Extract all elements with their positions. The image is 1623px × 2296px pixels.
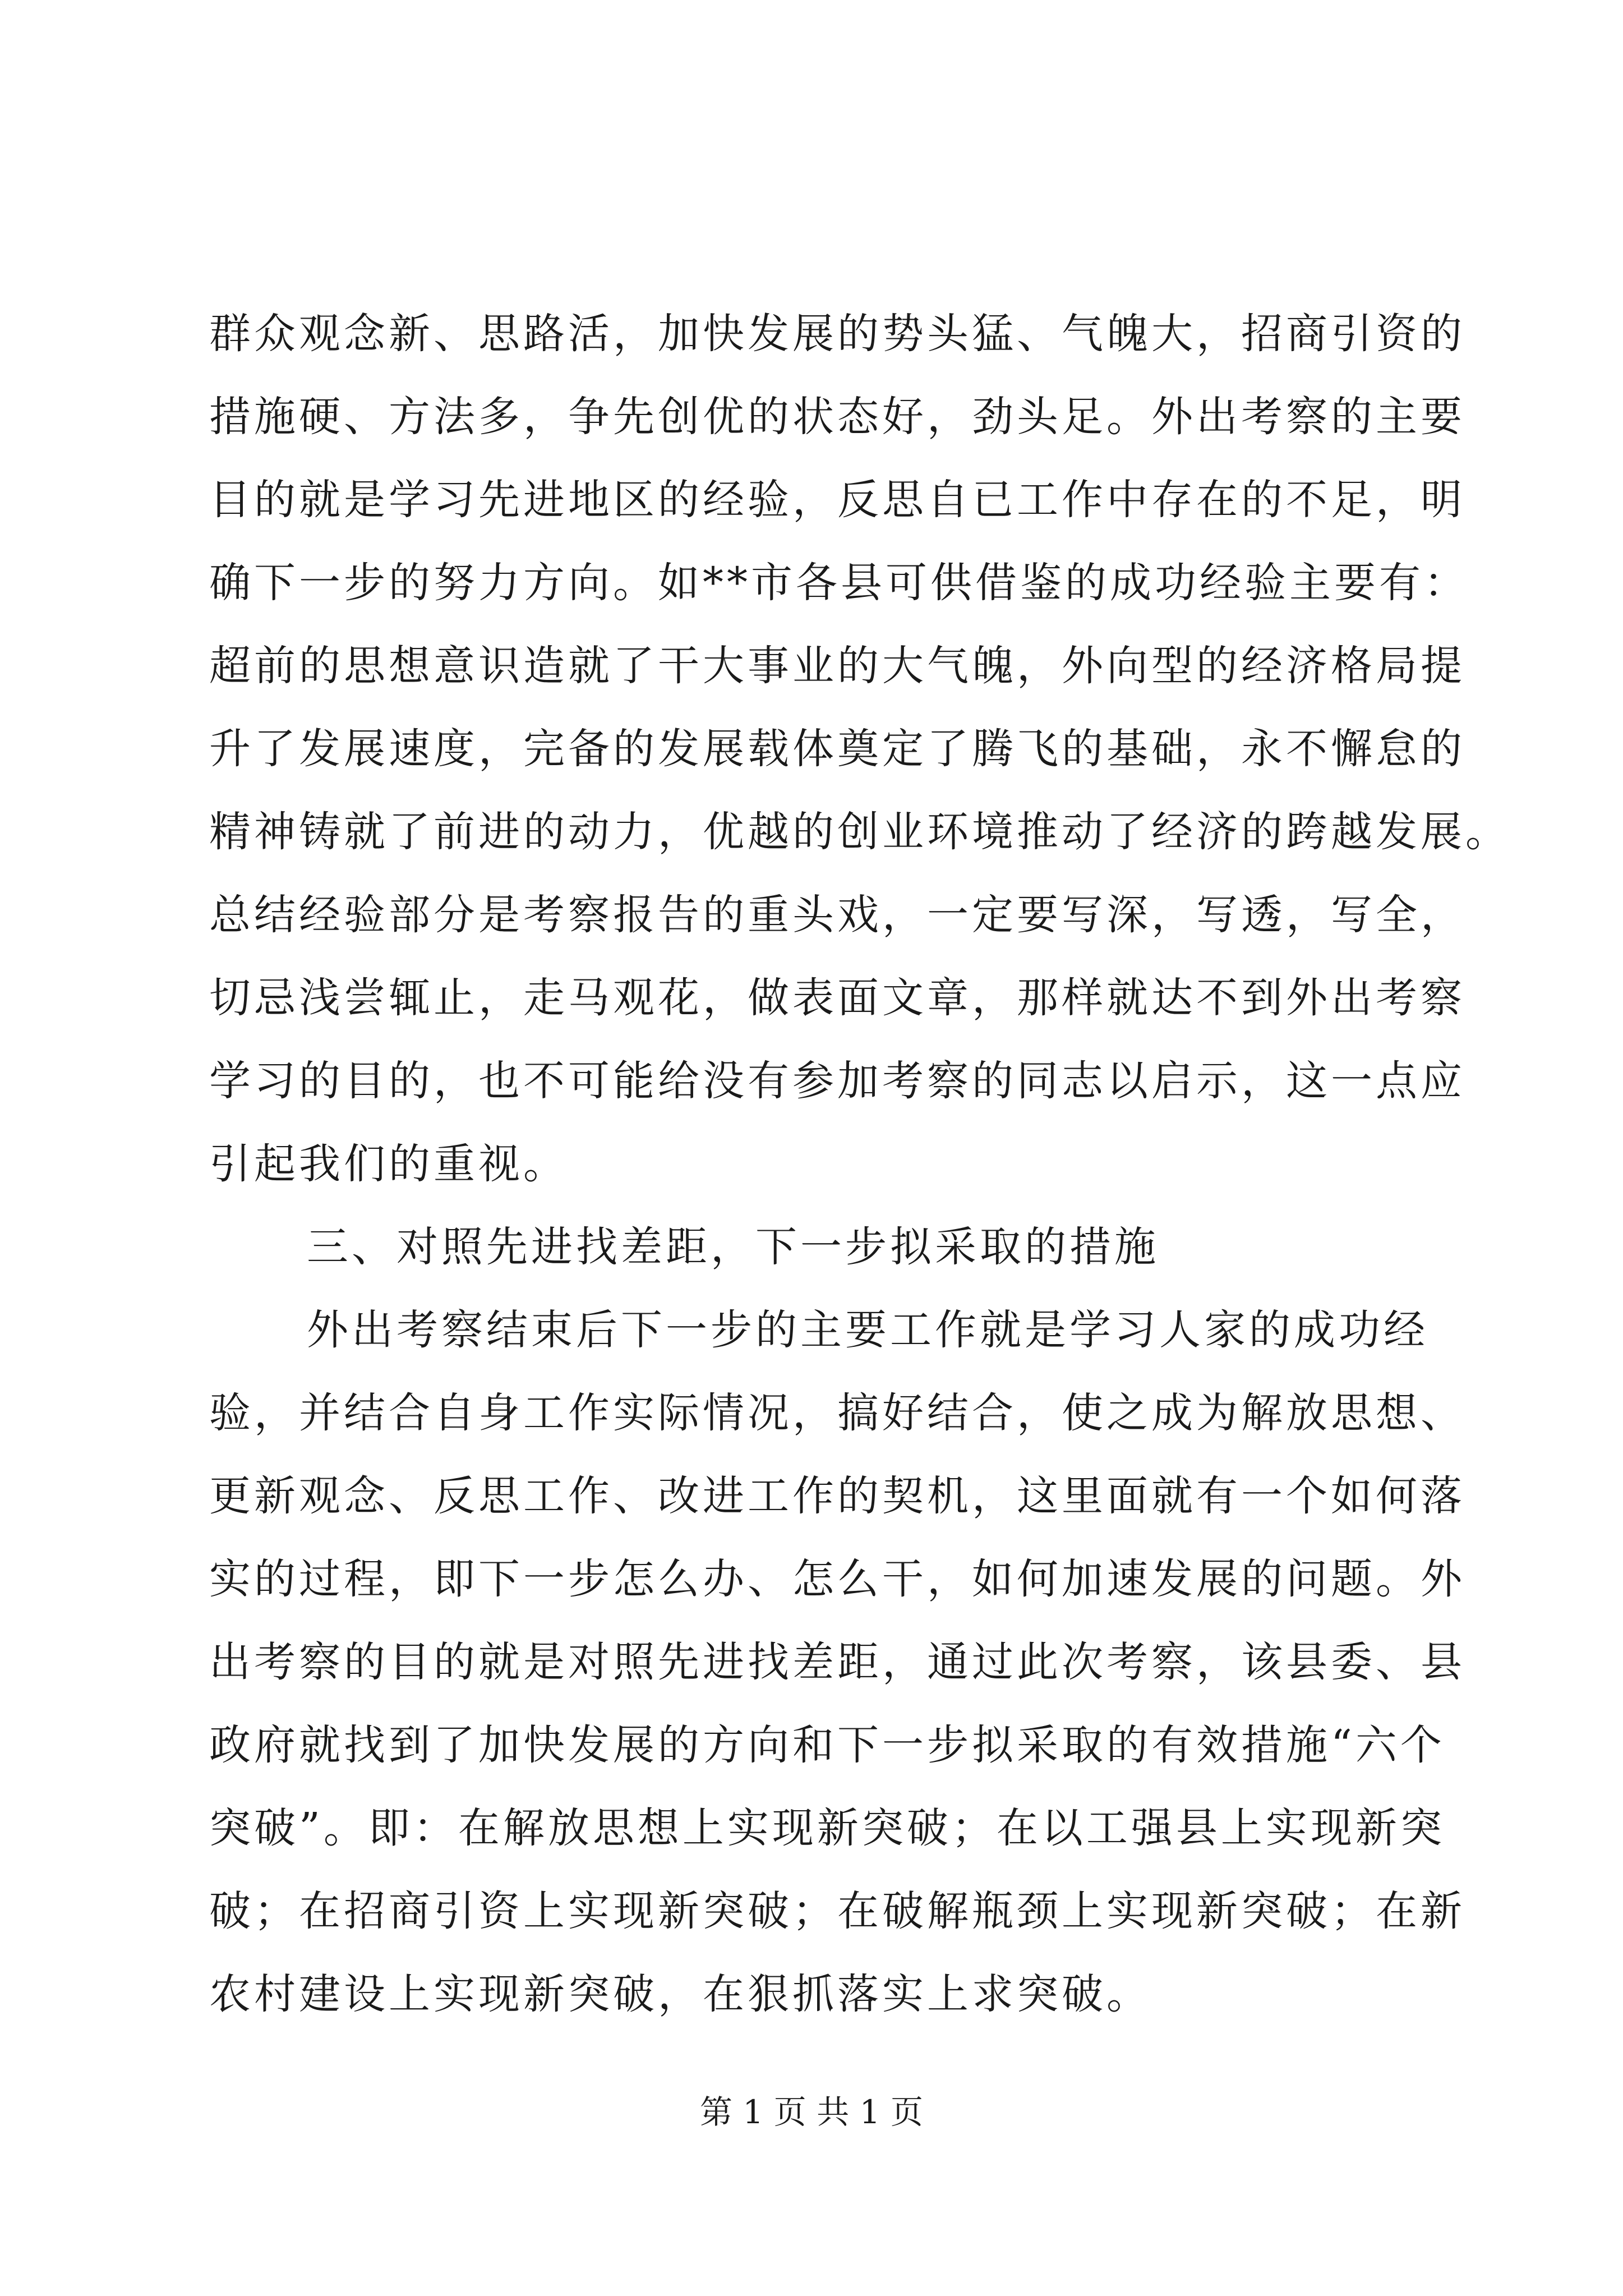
body-line-2: 措施硬、方法多，争先创优的状态好，劲头足。外出考察的主要: [209, 393, 1465, 441]
body-line-6: 升了发展速度，完备的发展载体奠定了腾飞的基础，永不懈怠的: [209, 725, 1465, 773]
body-line-10: 学习的目的，也不可能给没有参加考察的同志以启示，这一点应: [209, 1057, 1465, 1105]
body-line-21: 农村建设上实现新突破，在狠抓落实上求突破。: [209, 1970, 1151, 2018]
body-line-11: 引起我们的重视。: [209, 1140, 568, 1188]
body-line-7: 精神铸就了前进的动力，优越的创业环境推动了经济的跨越发展。: [209, 808, 1510, 856]
body-line-15: 更新观念、反思工作、改进工作的契机，这里面就有一个如何落: [209, 1472, 1465, 1520]
body-line-19: 突破”。即：在解放思想上实现新突破；在以工强县上实现新突: [209, 1804, 1445, 1852]
body-line-14: 验，并结合自身工作实际情况，搞好结合，使之成为解放思想、: [209, 1389, 1465, 1437]
body-line-3: 目的就是学习先进地区的经验，反思自已工作中存在的不足，明: [209, 476, 1465, 524]
body-line-5: 超前的思想意识造就了干大事业的大气魄，外向型的经济格局提: [209, 642, 1465, 690]
body-line-16: 实的过程，即下一步怎么办、怎么干，如何加速发展的问题。外: [209, 1555, 1465, 1603]
body-line-1: 群众观念新、思路活，加快发展的势头猛、气魄大，招商引资的: [209, 310, 1465, 358]
body-line-13: 外出考察结束后下一步的主要工作就是学习人家的成功经: [307, 1306, 1428, 1354]
body-line-4: 确下一步的努力方向。如**市各县可供借鉴的成功经验主要有：: [209, 559, 1469, 607]
body-line-9: 切忌浅尝辄止，走马观花，做表面文章，那样就达不到外出考察: [209, 974, 1465, 1022]
page-number-footer: 第 1 页 共 1 页: [700, 2093, 923, 2131]
body-line-8: 总结经验部分是考察报告的重头戏，一定要写深，写透，写全，: [209, 891, 1465, 939]
body-line-18: 政府就找到了加快发展的方向和下一步拟采取的有效措施“六个: [209, 1721, 1445, 1769]
body-line-20: 破；在招商引资上实现新突破；在破解瓶颈上实现新突破；在新: [209, 1887, 1465, 1935]
section-heading: 三、对照先进找差距，下一步拟采取的措施: [307, 1223, 1159, 1271]
body-line-17: 出考察的目的就是对照先进找差距，通过此次考察，该县委、县: [209, 1638, 1465, 1686]
